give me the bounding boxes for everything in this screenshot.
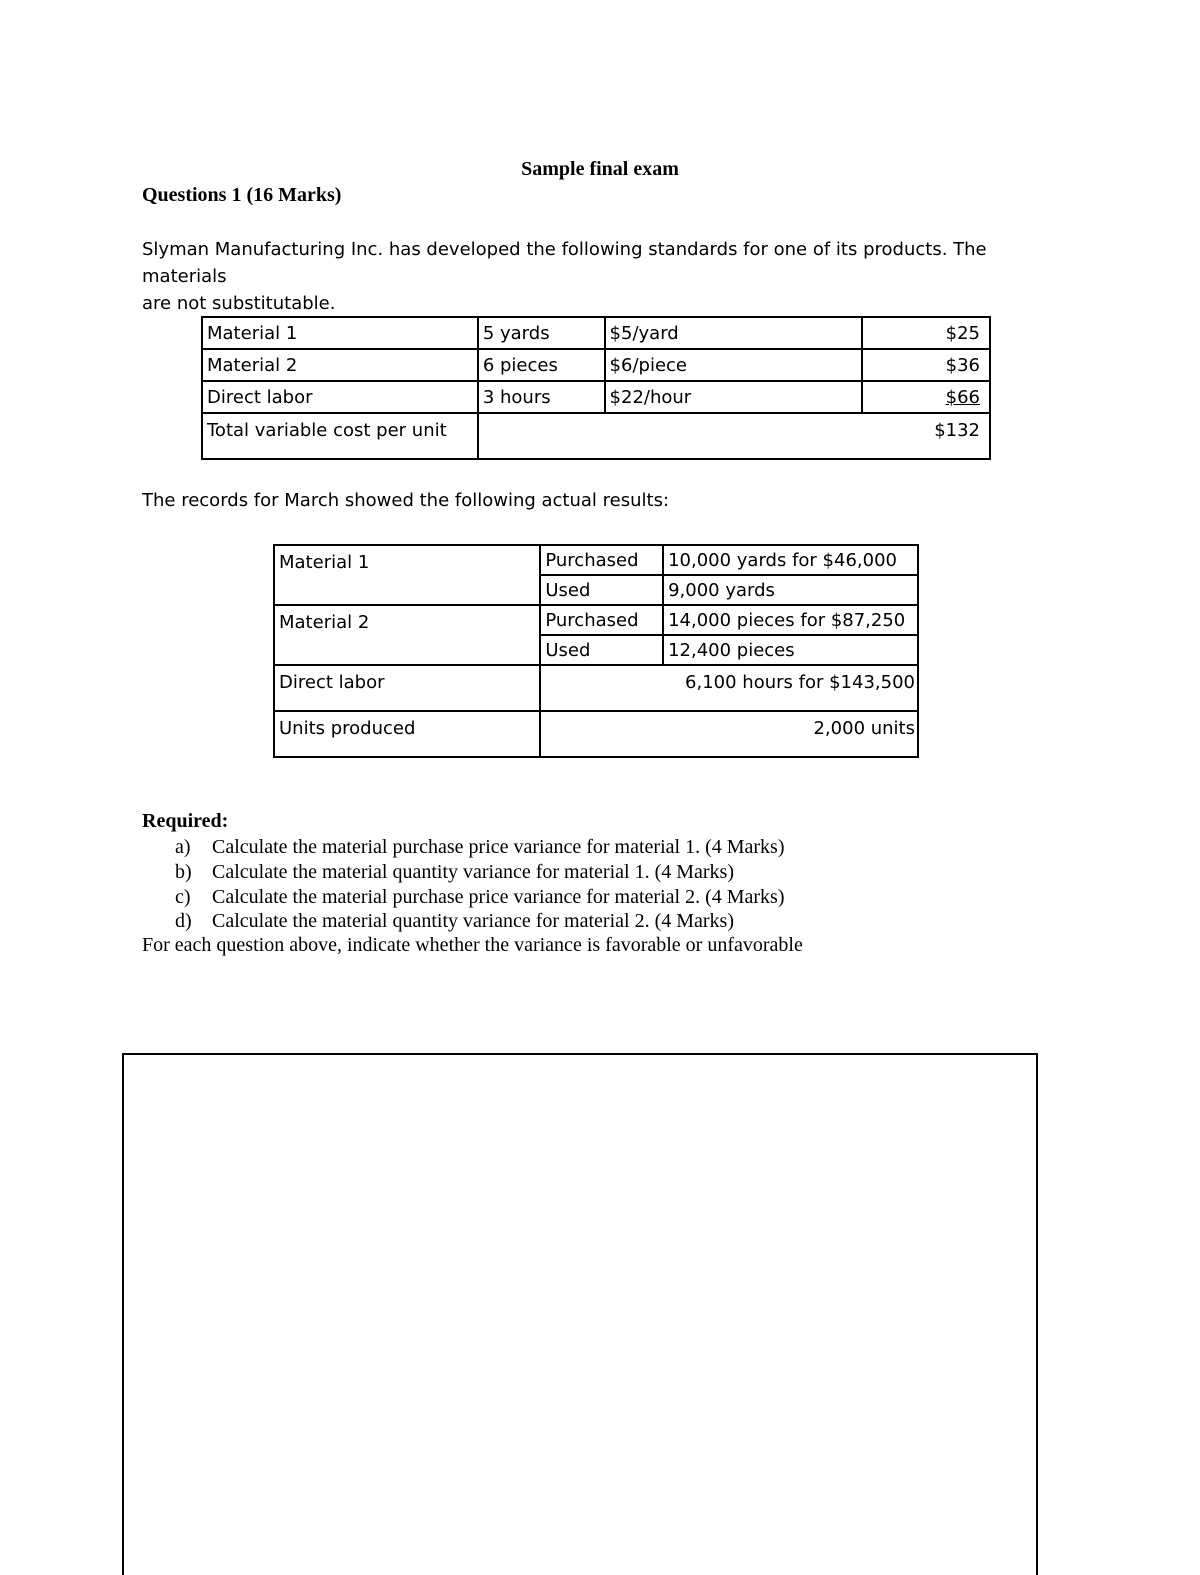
units-produced-value: 2,000 units <box>540 711 918 757</box>
standards-rate: $22/hour <box>605 381 863 413</box>
question-intro <box>142 236 1062 317</box>
list-marker: b) <box>175 860 192 883</box>
material1-used-value: 9,000 yards <box>663 575 918 605</box>
standards-rate: $5/yard <box>605 317 863 349</box>
material1-label: Material 1 <box>274 545 540 575</box>
actual-row <box>274 545 918 575</box>
standards-quantity: 5 yards <box>478 317 605 349</box>
material1-label-cont <box>274 575 540 605</box>
actual-row <box>274 575 918 605</box>
material1-used-label: Used <box>540 575 663 605</box>
list-item <box>142 885 785 910</box>
standards-item: Material 1 <box>202 317 478 349</box>
standards-quantity: 6 pieces <box>478 349 605 381</box>
list-item-text: Calculate the material purchase price variance for material 1. (4 Marks) <box>212 836 785 858</box>
material2-used-value: 12,400 pieces <box>663 635 918 665</box>
direct-labor-label: Direct labor <box>274 665 540 711</box>
standards-total-row <box>202 413 990 459</box>
material2-label: Material 2 <box>274 605 540 635</box>
required-list <box>142 835 785 934</box>
standards-row <box>202 349 990 381</box>
list-marker: c) <box>175 885 191 908</box>
list-item <box>142 835 785 860</box>
material1-purchased-label: Purchased <box>540 545 663 575</box>
actual-row <box>274 605 918 635</box>
standards-item: Direct labor <box>202 381 478 413</box>
records-intro: The records for March showed the following actual results: <box>142 490 670 511</box>
material2-purchased-value: 14,000 pieces for $87,250 <box>663 605 918 635</box>
actual-row <box>274 665 918 711</box>
standards-amount <box>862 381 990 413</box>
list-item-text: Calculate the material quantity variance for material 1. (4 Marks) <box>212 860 735 883</box>
actual-row <box>274 635 918 665</box>
list-marker: d) <box>175 910 192 933</box>
list-item <box>142 909 785 934</box>
standards-row <box>202 381 990 413</box>
actual-results-table <box>273 544 919 758</box>
standards-row <box>202 317 990 349</box>
question-heading: Questions 1 (16 Marks) <box>142 184 342 206</box>
standards-total-amount: $132 <box>478 413 990 459</box>
list-item-text: Calculate the material purchase price variance for material 2. (4 Marks) <box>212 885 785 908</box>
exam-title: Sample final exam <box>521 158 679 180</box>
standards-table <box>201 316 991 460</box>
list-marker: a) <box>175 836 191 858</box>
list-item-text: Calculate the material quantity variance for material 2. (4 Marks) <box>212 910 735 933</box>
answer-box[interactable] <box>122 1053 1038 1575</box>
material2-label-cont <box>274 635 540 665</box>
required-heading: Required: <box>142 810 229 832</box>
standards-amount-underlined: $66 <box>945 386 980 408</box>
intro-line-1: Slyman Manufacturing Inc. has developed the following standards for one of its products. The materials <box>142 239 987 287</box>
direct-labor-value: 6,100 hours for $143,500 <box>540 665 918 711</box>
intro-line-2: are not substitutable. <box>142 293 336 314</box>
material2-used-label: Used <box>540 635 663 665</box>
units-produced-label: Units produced <box>274 711 540 757</box>
standards-rate: $6/piece <box>605 349 863 381</box>
standards-amount: $36 <box>862 349 990 381</box>
standards-amount: $25 <box>862 317 990 349</box>
standards-item: Material 2 <box>202 349 478 381</box>
actual-row <box>274 711 918 757</box>
required-note: For each question above, indicate whether the variance is favorable or unfavorable <box>142 934 803 956</box>
standards-quantity: 3 hours <box>478 381 605 413</box>
list-item <box>142 860 785 885</box>
material2-purchased-label: Purchased <box>540 605 663 635</box>
standards-total-label: Total variable cost per unit <box>202 413 478 459</box>
material1-purchased-value: 10,000 yards for $46,000 <box>663 545 918 575</box>
